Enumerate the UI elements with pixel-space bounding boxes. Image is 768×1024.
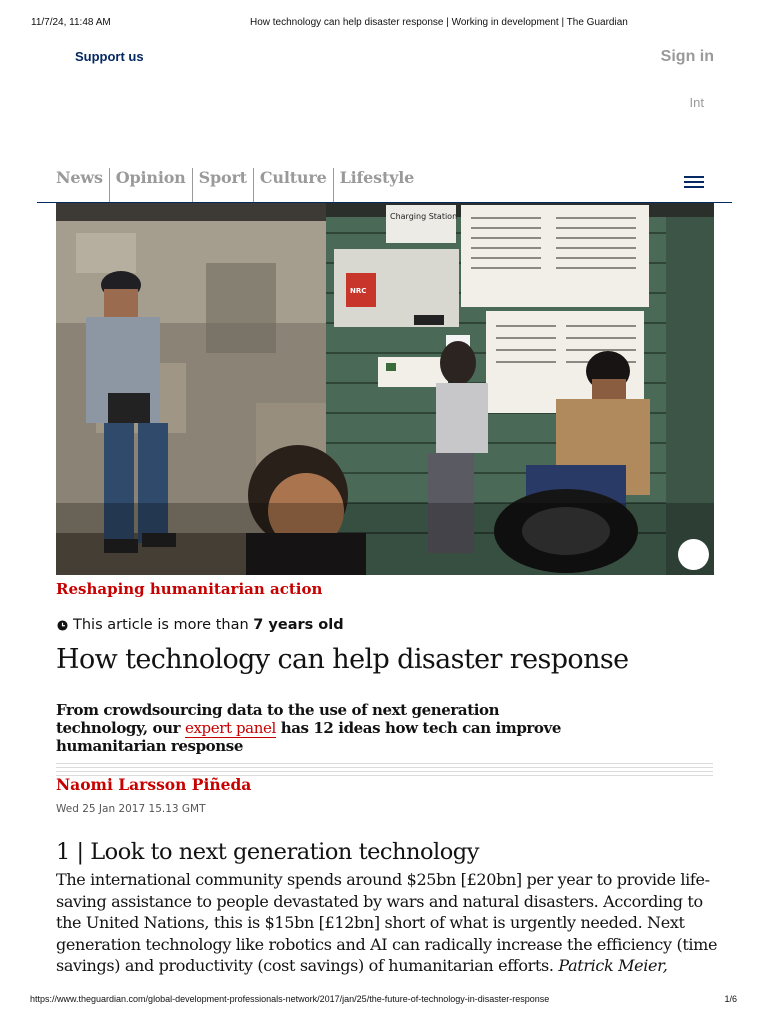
age-notice-prefix: This article is more than [73,617,249,633]
age-notice-value: 7 years old [253,617,344,633]
nav-item-opinion[interactable]: Opinion [109,168,192,202]
print-title: How technology can help disaster response | Working in development | The Guardian [250,17,628,28]
nrc-logo: NRC [350,287,367,295]
expert-panel-link[interactable]: expert panel [184,719,276,737]
standfirst-text-after: has 12 ideas how tech can improve humanitarian response [56,719,561,755]
nav-item-news[interactable]: News [56,168,103,187]
hamburger-menu-icon[interactable] [684,176,704,189]
section-heading: 1 | Look to next generation technology [56,839,479,865]
hero-photo [56,203,714,575]
article-headline: How technology can help disaster response [56,644,629,675]
quote-attribution: Patrick Meier, [558,956,668,975]
main-nav [56,168,420,202]
standfirst [56,701,576,755]
clock-icon [57,620,68,631]
hero-image [56,203,714,575]
print-footer [0,994,768,1008]
article-age-notice [57,617,344,633]
section-body-text: The international community spends around $25bn [£20bn] per year to provide life-saving assistance to people devastated by wars and natural disasters. According to the United Nations, this is $15bn [£12bn] short of what is urgently needed. Next generation technology like robotics and AI can radically increase the efficiency (time savings) and productivity (cost savings) of humanitarian efforts. [56,870,718,975]
print-page-number: 1/6 [724,994,737,1004]
print-header [0,17,768,31]
section-body [56,869,722,977]
nav-item-lifestyle[interactable]: Lifestyle [333,168,421,202]
series-label[interactable]: Reshaping humanitarian action [56,580,323,598]
expand-image-icon[interactable] [678,539,709,570]
print-datetime: 11/7/24, 11:48 AM [31,17,111,28]
support-us-link[interactable]: Support us [75,49,144,64]
edition-switcher[interactable]: Int [689,95,704,110]
print-url: https://www.theguardian.com/global-development-professionals-network/2017/jan/25/the-future-of-technology-in-disaster-response [30,994,550,1004]
author-byline[interactable]: Naomi Larsson Piñeda [56,775,252,794]
nav-item-sport[interactable]: Sport [192,168,253,202]
sign-text: Charging Station [390,212,458,221]
nav-item-culture[interactable]: Culture [253,168,333,202]
publish-date: Wed 25 Jan 2017 15.13 GMT [56,803,206,815]
standfirst-text-before: From crowdsourcing data to the use of next generation technology, our [56,701,500,737]
sign-in-link[interactable]: Sign in [660,48,714,65]
